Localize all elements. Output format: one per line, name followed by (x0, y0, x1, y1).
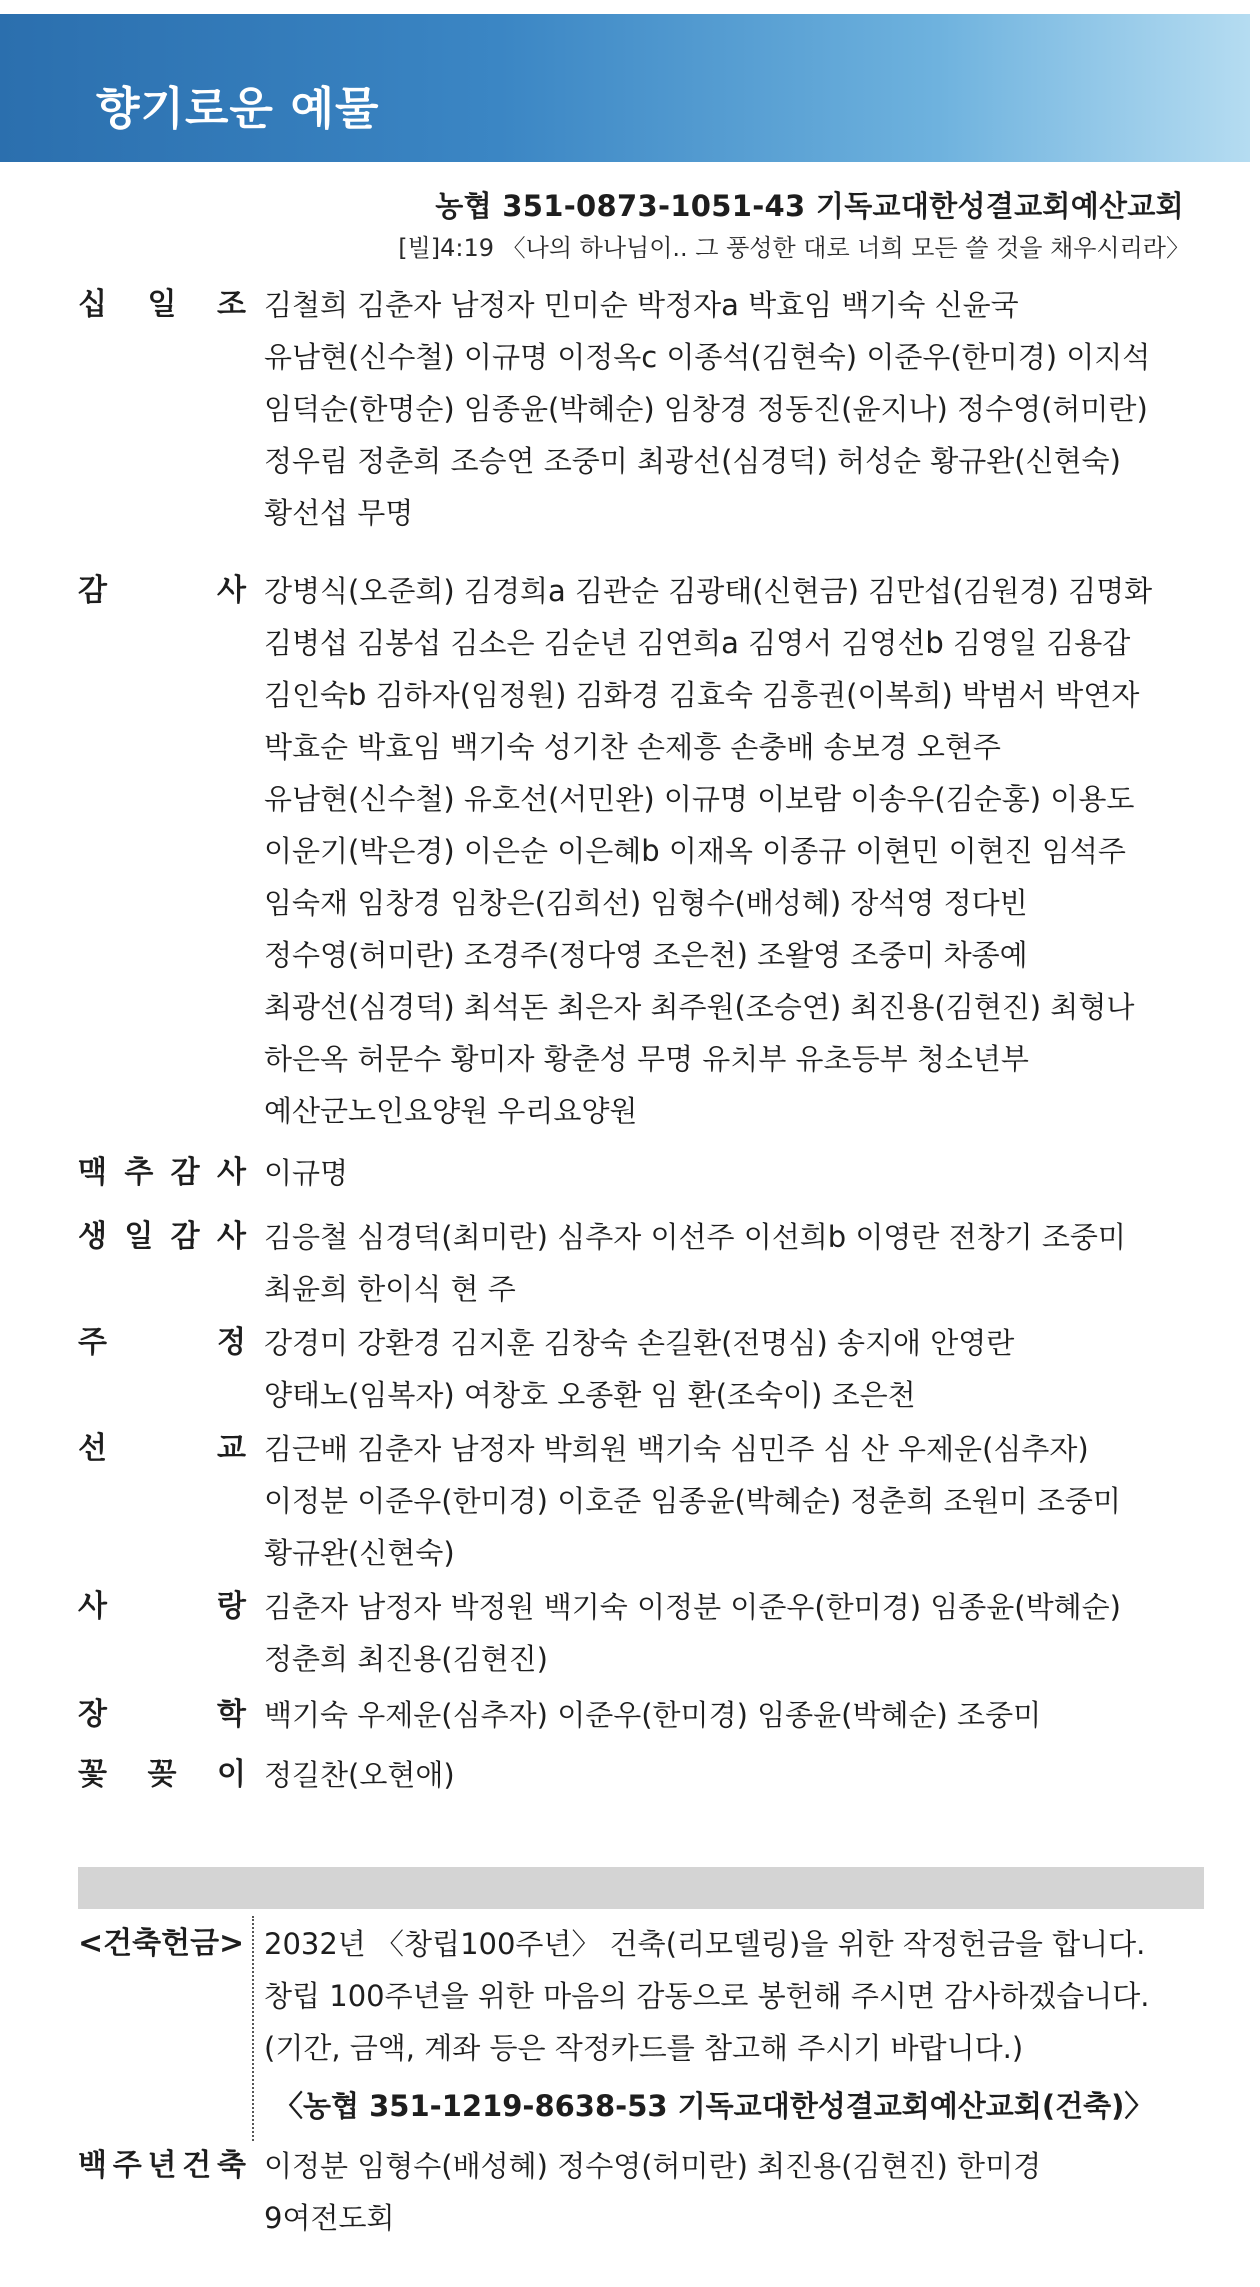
donor-line: 9여전도회 (264, 2201, 395, 2235)
category-label-char: 정 (217, 1325, 246, 1360)
donor-line: 유남현(신수철) 이규명 이정옥c 이종석(김현숙) 이준우(한미경) 이지석 (264, 340, 1151, 374)
donor-line: 김근배 김춘자 남정자 박희원 백기숙 심민주 심 산 우제운(심추자) (264, 1432, 1089, 1466)
donor-line: 황규완(신현숙) (264, 1536, 455, 1570)
offering-section (78, 1689, 1208, 1741)
donor-names (264, 1749, 1208, 1801)
donor-line: 정우림 정춘희 조승연 조중미 최광선(심경덕) 허성순 황규완(신현숙) (264, 444, 1121, 478)
building-fund-account: 〈농협 351-1219-8638-53 기독교대한성결교회예산교회(건축)〉 (274, 2089, 1154, 2123)
donor-line: 양태노(임복자) 여창호 오종환 임 환(조숙이) 조은천 (264, 1378, 916, 1412)
donor-names (264, 1423, 1208, 1579)
building-fund-line: (기간, 금액, 계좌 등은 작정카드를 참고해 주시기 바랍니다.) (264, 2031, 1024, 2065)
category-label-char: 랑 (217, 1589, 246, 1624)
category-label-char: 십 (78, 287, 107, 322)
dotted-divider (252, 1916, 254, 2141)
donor-line: 이운기(박은경) 이은순 이은혜b 이재옥 이종규 이현민 이현진 임석주 (264, 834, 1126, 868)
donor-line: 박효순 박효임 백기숙 성기찬 손제흥 손충배 송보경 오현주 (264, 730, 1001, 764)
building-fund-line: 창립 100주년을 위한 마음의 감동으로 봉헌해 주시면 감사하겠습니다. (264, 1979, 1150, 2013)
category-label-char: 주 (112, 2148, 142, 2183)
category-label-char: 생 (78, 1219, 107, 1254)
donor-line: 김철희 김춘자 남정자 민미순 박정자a 박효임 백기숙 신윤국 (264, 288, 1019, 322)
category-label-char: 꽂 (147, 1757, 177, 1792)
bible-verse: [빌]4:19 〈나의 하나님이.. 그 풍성한 대로 너희 모든 쓸 것을 채우시리라〉 (398, 234, 1190, 262)
section-divider (78, 1867, 1204, 1909)
donor-line: 이규명 (264, 1156, 349, 1190)
donor-line: 강경미 강환경 김지훈 김창숙 손길환(전명심) 송지애 안영란 (264, 1326, 1015, 1360)
offering-section (78, 565, 1208, 1137)
building-fund-line: 2032년 〈창립100주년〉 건축(리모델링)을 위한 작정헌금을 합니다. (264, 1927, 1146, 1961)
donor-line: 김인숙b 김하자(임정원) 김화경 김효숙 김흥권(이복희) 박범서 박연자 (264, 678, 1140, 712)
category-label-char: 주 (78, 1325, 107, 1360)
category-label (78, 1317, 246, 1369)
category-label-char: 백 (78, 2148, 107, 2183)
header-banner (0, 14, 1250, 162)
category-label-char: 사 (217, 573, 246, 608)
category-label-char: 장 (78, 1697, 107, 1732)
donor-names (264, 1581, 1208, 1685)
category-label (78, 1581, 246, 1633)
category-label (78, 1423, 246, 1475)
offering-section (78, 1147, 1208, 1199)
category-label-char: 추 (124, 1155, 154, 1190)
donor-names (264, 1689, 1208, 1741)
donor-line: 최광선(심경덕) 최석돈 최은자 최주원(조승연) 최진용(김현진) 최형나 (264, 990, 1135, 1024)
building-fund-text (264, 1918, 1149, 2074)
centennial-building-section (78, 2140, 1208, 2244)
donor-line: 예산군노인요양원 우리요양원 (264, 1094, 638, 1128)
donor-names (264, 1317, 1208, 1421)
donor-line: 황선섭 무명 (264, 496, 414, 530)
donor-line: 강병식(오준희) 김경희a 김관순 김광태(신현금) 김만섭(김원경) 김명화 (264, 574, 1153, 608)
donor-line: 이정분 이준우(한미경) 이호준 임종윤(박혜순) 정춘희 조원미 조중미 (264, 1484, 1121, 1518)
offering-section (78, 1211, 1208, 1315)
category-label-char: 선 (78, 1431, 107, 1466)
donor-names (264, 2140, 1208, 2244)
category-label-char: 일 (147, 287, 177, 322)
category-label (78, 1147, 246, 1199)
category-label-char: 년 (147, 2148, 177, 2183)
offering-section (78, 1581, 1208, 1685)
category-label-char: 사 (78, 1589, 107, 1624)
category-label (78, 279, 246, 331)
category-label-char: 일 (124, 1219, 154, 1254)
page-title: 향기로운 예물 (96, 82, 380, 135)
category-label (78, 1749, 246, 1801)
donor-names (264, 1147, 1208, 1199)
donor-line: 김병섭 김봉섭 김소은 김순년 김연희a 김영서 김영선b 김영일 김용갑 (264, 626, 1131, 660)
donor-line: 김춘자 남정자 박정원 백기숙 이정분 이준우(한미경) 임종윤(박혜순) (264, 1590, 1121, 1624)
category-label-char: 이 (217, 1757, 246, 1792)
donor-line: 임숙재 임창경 임창은(김희선) 임형수(배성혜) 장석영 정다빈 (264, 886, 1028, 920)
donor-names (264, 565, 1208, 1137)
category-label-char: 사 (216, 1155, 246, 1190)
category-label-char: 사 (216, 1219, 246, 1254)
offering-section (78, 1749, 1208, 1801)
donor-line: 김응철 심경덕(최미란) 심추자 이선주 이선희b 이영란 전창기 조중미 (264, 1220, 1126, 1254)
offering-section (78, 279, 1208, 539)
building-fund-section (78, 1916, 1208, 2141)
category-label-char: 교 (217, 1431, 246, 1466)
donor-line: 하은옥 허문수 황미자 황춘성 무명 유치부 유초등부 청소년부 (264, 1042, 1029, 1076)
category-label-char: 조 (217, 287, 246, 322)
donor-line: 백기숙 우제운(심추자) 이준우(한미경) 임종윤(박혜순) 조중미 (264, 1698, 1042, 1732)
donor-line: 최윤희 한이식 현 주 (264, 1272, 516, 1306)
donor-line: 정춘희 최진용(김현진) (264, 1642, 548, 1676)
category-label-char: 축 (217, 2148, 246, 2183)
category-label (78, 2140, 246, 2192)
building-fund-label: <건축헌금> (78, 1926, 245, 1961)
offering-account: 농협 351-0873-1051-43 기독교대한성결교회예산교회 (435, 189, 1184, 223)
donor-line: 정길찬(오현애) (264, 1758, 455, 1792)
offering-section (78, 1423, 1208, 1579)
category-label (78, 565, 246, 617)
donor-line: 이정분 임형수(배성혜) 정수영(허미란) 최진용(김현진) 한미경 (264, 2149, 1042, 2183)
donor-line: 정수영(허미란) 조경주(정다영 조은천) 조왈영 조중미 차종예 (264, 938, 1028, 972)
category-label-char: 학 (217, 1697, 246, 1732)
category-label-char: 꽃 (78, 1757, 107, 1792)
category-label-char: 건 (182, 2148, 212, 2183)
category-label-char: 감 (78, 573, 107, 608)
category-label (78, 1211, 246, 1263)
category-label-char: 감 (170, 1155, 200, 1190)
donor-names (264, 279, 1208, 539)
category-label-char: 맥 (78, 1155, 107, 1190)
donor-names (264, 1211, 1208, 1315)
category-label-char: 감 (170, 1219, 200, 1254)
category-label (78, 1689, 246, 1741)
donor-line: 유남현(신수철) 유호선(서민완) 이규명 이보람 이송우(김순홍) 이용도 (264, 782, 1135, 816)
offering-section (78, 1317, 1208, 1421)
donor-line: 임덕순(한명순) 임종윤(박혜순) 임창경 정동진(윤지나) 정수영(허미란) (264, 392, 1148, 426)
